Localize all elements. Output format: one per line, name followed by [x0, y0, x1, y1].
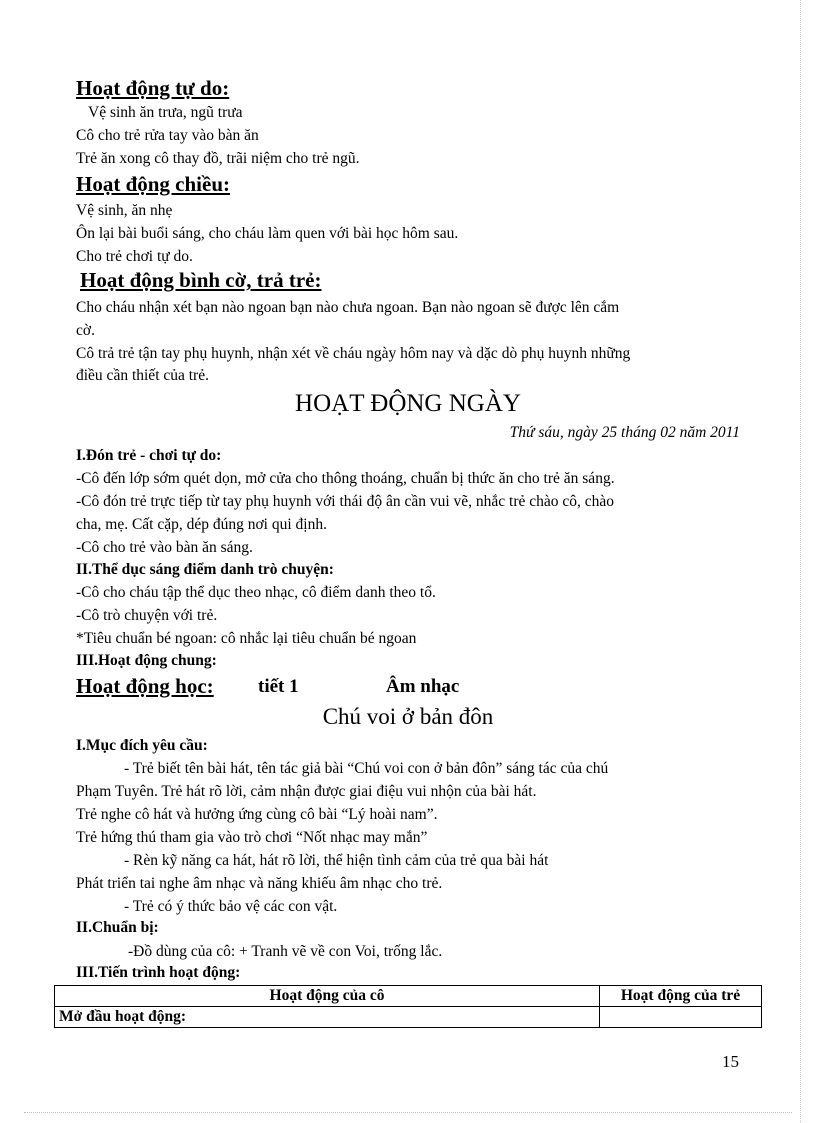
table-cell — [600, 1007, 762, 1028]
table-header-child: Hoạt động của trẻ — [600, 986, 762, 1007]
heading-tien-trinh: III.Tiến trình hoạt động: — [76, 964, 241, 981]
text-line: -Cô cho cháu tập thể dục theo nhạc, cô điểm danh theo tổ. — [76, 584, 436, 601]
text-line: Vệ sinh ăn trưa, ngũ trưa — [88, 104, 243, 121]
page-title: HOẠT ĐỘNG NGÀY — [295, 390, 521, 417]
text-line: Ôn lại bài buổi sáng, cho cháu làm quen với bài học hôm sau. — [76, 225, 459, 242]
heading-don-tre: I.Đón trẻ - chơi tự do: — [76, 447, 222, 464]
heading-chieu: Hoạt động chiều: — [76, 172, 231, 196]
text-line: -Cô cho trẻ vào bàn ăn sáng. — [76, 539, 253, 556]
table-row — [55, 986, 762, 1007]
subject-label: Âm nhạc — [386, 676, 460, 697]
text-line: cờ. — [76, 322, 95, 339]
table-header-teacher: Hoạt động của cô — [55, 986, 600, 1007]
text-line: Trẻ nghe cô hát và hưởng ứng cùng cô bài “Lý hoài nam”. — [76, 806, 438, 823]
table-row — [55, 1007, 762, 1028]
table-cell: Mở đầu hoạt động: — [55, 1007, 600, 1028]
text-line: Trẻ hứng thú tham gia vào trò chơi “Nốt nhạc may mắn” — [76, 829, 428, 846]
song-title: Chú voi ở bản đôn — [322, 704, 494, 729]
text-line: *Tiêu chuẩn bé ngoan: cô nhắc lại tiêu chuẩn bé ngoan — [76, 630, 417, 647]
text-line: Vệ sinh, ăn nhẹ — [76, 202, 173, 219]
heading-binh-co: Hoạt động bình cờ, trả trẻ: — [80, 268, 322, 292]
text-line: điều cần thiết của trẻ. — [76, 367, 209, 384]
page-bottom-border — [24, 1112, 792, 1113]
text-line: Cho cháu nhận xét bạn nào ngoan bạn nào chưa ngoan. Bạn nào ngoan sẽ được lên cắm — [76, 299, 620, 316]
heading-muc-dich: I.Mục đích yêu cầu: — [76, 737, 208, 754]
activity-table — [54, 985, 762, 1028]
text-line: - Trẻ biết tên bài hát, tên tác giả bài “Chú voi con ở bản đôn” sáng tác của chú — [124, 760, 609, 777]
text-line: - Trẻ có ý thức bảo vệ các con vật. — [124, 898, 338, 915]
text-line: Cho trẻ chơi tự do. — [76, 248, 193, 265]
text-line: Cô cho trẻ rửa tay vào bàn ăn — [76, 127, 259, 144]
text-line: Phạm Tuyên. Trẻ hát rõ lời, cảm nhận được giai điệu vui nhộn của bài hát. — [76, 783, 537, 800]
page-right-border — [800, 0, 801, 1123]
page-number: 15 — [722, 1052, 739, 1071]
text-line: -Đồ dùng của cô: + Tranh vẽ về con Voi, trống lắc. — [128, 943, 443, 960]
heading-chung: III.Hoạt động chung: — [76, 652, 217, 669]
text-line: Cô trả trẻ tận tay phụ huynh, nhận xét về cháu ngày hôm nay và dặc dò phụ huynh những — [76, 345, 631, 362]
text-line: -Cô đến lớp sớm quét dọn, mở cửa cho thông thoáng, chuẩn bị thức ăn cho trẻ ăn sáng. — [76, 470, 615, 487]
text-line: Trẻ ăn xong cô thay đồ, trãi niệm cho trẻ ngũ. — [76, 150, 360, 167]
text-line: -Cô đón trẻ trực tiếp từ tay phụ huynh với thái độ ân cần vui vẽ, nhắc trẻ chào cô, chào — [76, 493, 615, 510]
text-line: - Rèn kỹ năng ca hát, hát rõ lời, thể hiện tình cảm của trẻ qua bài hát — [124, 852, 549, 869]
heading-hoat-dong-hoc: Hoạt động học: — [76, 674, 214, 698]
text-line: -Cô trò chuyện với trẻ. — [76, 607, 218, 624]
heading-chuan-bi: II.Chuẩn bị: — [76, 919, 159, 936]
heading-tu-do: Hoạt động tự do: — [76, 76, 230, 100]
text-line: Phát triển tai nghe âm nhạc và năng khiếu âm nhạc cho trẻ. — [76, 875, 443, 892]
text-line: cha, mẹ. Cất cặp, dép đúng nơi qui định. — [76, 516, 327, 533]
period-label: tiết 1 — [258, 676, 299, 697]
heading-the-duc: II.Thể dục sáng điểm danh trò chuyện: — [76, 561, 334, 578]
date-line: Thứ sáu, ngày 25 tháng 02 năm 2011 — [509, 424, 740, 441]
